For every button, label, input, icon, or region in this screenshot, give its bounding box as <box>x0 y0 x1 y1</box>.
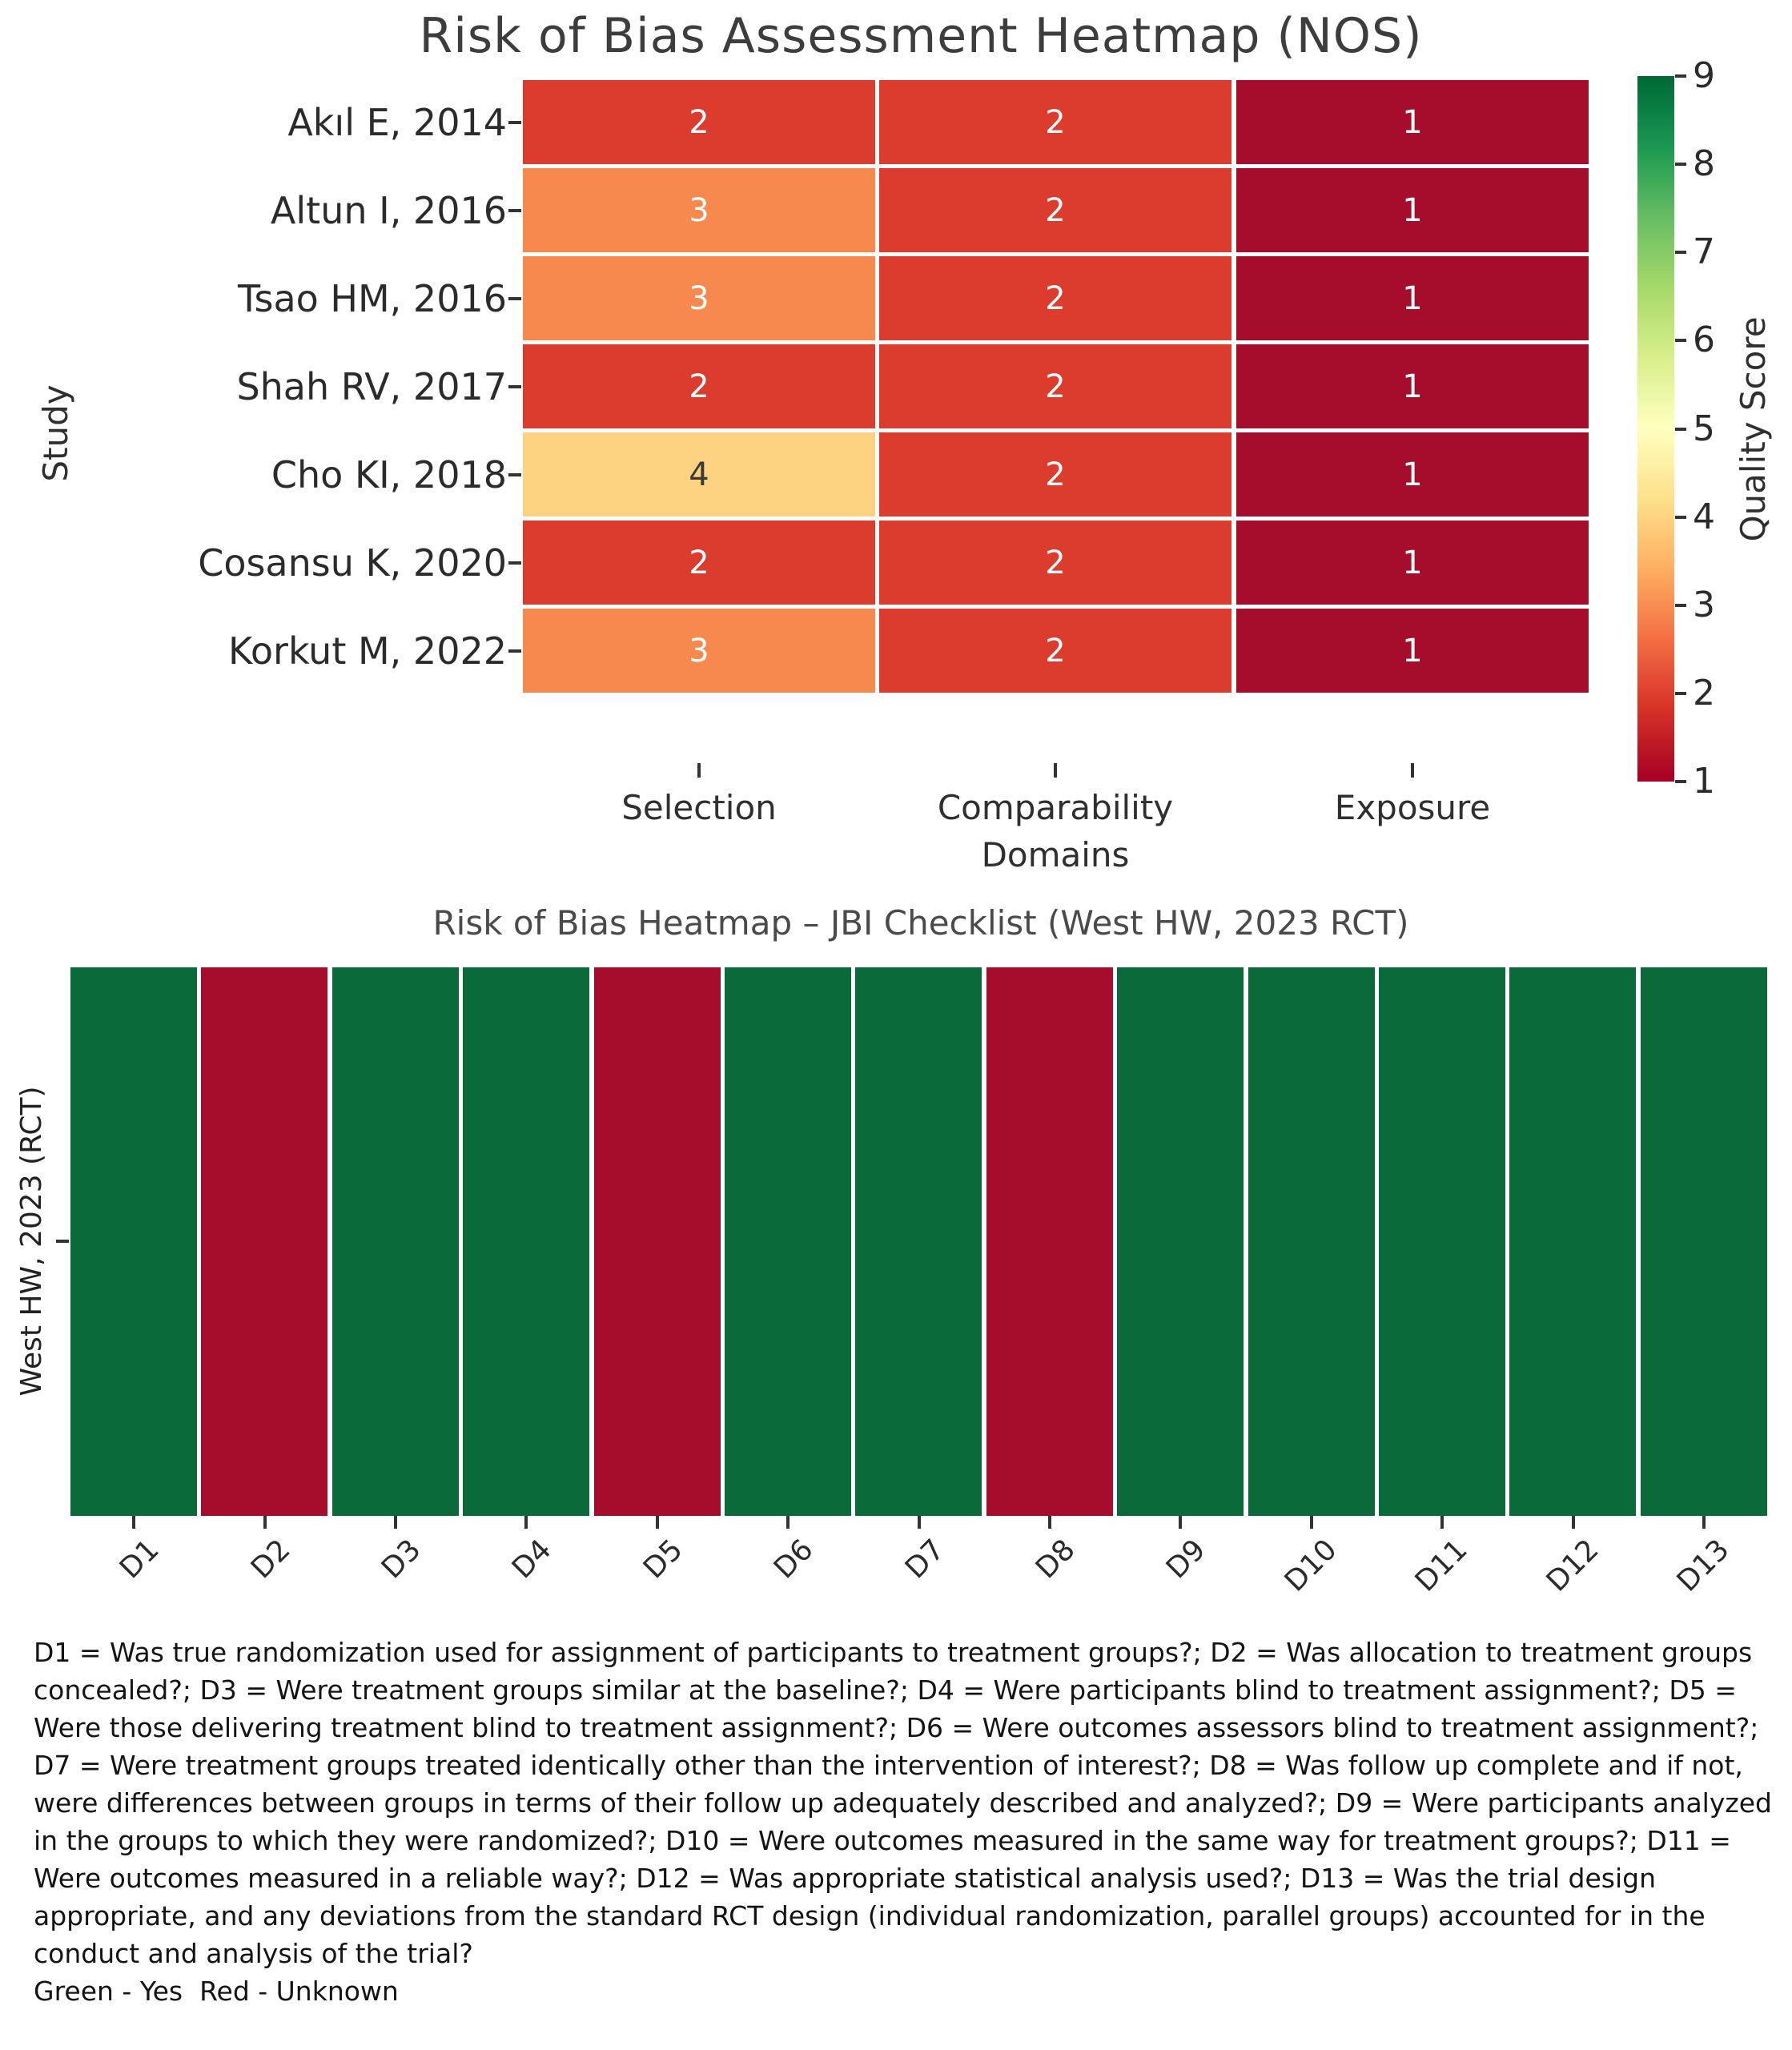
jbi-heatmap-cell <box>332 967 459 1516</box>
nos-x-axis-label: Domains <box>981 835 1130 874</box>
nos-heatmap-cell: 2 <box>879 80 1231 164</box>
domain-definitions-text: D1 = Was true randomization used for assignment of participants to treatment groups?; D2 = Was allocation to treatment groups concealed?; D3 = Were treatment groups similar at the baseline?; D4 = Were participants blind to treatment assignment?; D5 = Were those delivering treatment blind to treatment assignment?; D6 = Were outcomes assessors blind to treatment assignment?; D7 = Were treatment groups treated identically other than the intervention of interest?; D8 = Was follow up complete and if not, were differences between groups in terms of their follow up adequately described and analyzed?; D9 = Were participants analyzed in the groups to which they were randomized?; D10 = Were outcomes measured in the same way for treatment groups?; D11 = Were outcomes measured in a reliable way?; D12 = Was appropriate statistical analysis used?; D13 = Was the trial design appropriate, and any deviations from the standard RCT design (individual randomization, parallel groups) accounted for in the conduct and analysis of the trial? <box>34 1637 1772 1969</box>
nos-heatmap-cell: 1 <box>1236 609 1589 693</box>
jbi-column-label: D6 <box>767 1533 820 1586</box>
nos-x-tick <box>697 763 701 778</box>
jbi-x-tick <box>394 1516 397 1529</box>
nos-y-tick <box>508 209 521 212</box>
jbi-heatmap-cell <box>594 967 721 1516</box>
nos-heatmap-cell: 1 <box>1236 432 1589 517</box>
jbi-x-tick <box>1440 1516 1444 1529</box>
jbi-column-label: D4 <box>505 1533 558 1586</box>
jbi-x-tick <box>1572 1516 1575 1529</box>
colorbar-tick <box>1675 339 1686 342</box>
jbi-x-tick <box>1048 1516 1051 1529</box>
nos-y-tick <box>508 385 521 388</box>
jbi-column-label: D2 <box>244 1533 297 1586</box>
nos-column-label: Exposure <box>1334 788 1491 827</box>
jbi-y-tick <box>56 1240 69 1243</box>
nos-heatmap-cell: 2 <box>879 609 1231 693</box>
jbi-heatmap-cell <box>463 967 589 1516</box>
nos-y-tick <box>508 649 521 653</box>
colorbar-tick <box>1675 692 1686 695</box>
colorbar-tick-label: 9 <box>1693 55 1715 96</box>
colorbar-tick-label: 6 <box>1693 320 1715 360</box>
jbi-heatmap-cell <box>1509 967 1636 1516</box>
colorbar-tick <box>1675 516 1686 519</box>
nos-heatmap-cell: 2 <box>879 521 1231 605</box>
nos-row-label: Altun I, 2016 <box>270 189 507 232</box>
nos-y-tick <box>508 121 521 124</box>
nos-heatmap-cell: 2 <box>879 256 1231 340</box>
jbi-column-label: D11 <box>1408 1533 1474 1598</box>
footnote-block <box>34 1634 1775 2010</box>
jbi-column-label: D10 <box>1278 1533 1344 1598</box>
jbi-x-tick <box>263 1516 267 1529</box>
colorbar-tick-label: 5 <box>1693 408 1715 449</box>
jbi-y-axis-label: West HW, 2023 (RCT) <box>15 1086 48 1397</box>
jbi-heatmap-cell <box>1117 967 1244 1516</box>
nos-chart-title: Risk of Bias Assessment Heatmap (NOS) <box>419 8 1423 64</box>
nos-heatmap-cell: 2 <box>879 432 1231 517</box>
nos-y-tick <box>508 561 521 565</box>
jbi-column-label: D5 <box>637 1533 689 1586</box>
jbi-heatmap-cell <box>201 967 327 1516</box>
jbi-x-tick <box>1702 1516 1706 1529</box>
jbi-heatmap-cell <box>855 967 982 1516</box>
jbi-column-label: D1 <box>113 1533 166 1586</box>
nos-y-tick <box>508 297 521 300</box>
jbi-x-tick <box>656 1516 659 1529</box>
colorbar-tick-label: 2 <box>1693 673 1715 713</box>
jbi-x-tick <box>524 1516 528 1529</box>
nos-heatmap-cell: 1 <box>1236 521 1589 605</box>
nos-heatmap-cell: 1 <box>1236 256 1589 340</box>
nos-row-label: Cho KI, 2018 <box>271 453 507 496</box>
color-legend-text: Green - Yes Red - Unknown <box>34 1976 399 2007</box>
jbi-heatmap-cell <box>986 967 1113 1516</box>
nos-row-label: Cosansu K, 2020 <box>198 541 507 585</box>
nos-y-axis-label: Study <box>36 384 75 482</box>
jbi-heatmap-cell <box>70 967 197 1516</box>
nos-heatmap-cell: 2 <box>879 168 1231 252</box>
jbi-chart-title: Risk of Bias Heatmap – JBI Checklist (West HW, 2023 RCT) <box>432 903 1409 943</box>
nos-row-label: Tsao HM, 2016 <box>238 277 507 320</box>
nos-heatmap-cell: 2 <box>523 80 875 164</box>
jbi-x-tick <box>1179 1516 1182 1529</box>
colorbar-tick <box>1675 163 1686 166</box>
nos-heatmap-cell: 1 <box>1236 80 1589 164</box>
colorbar-tick-label: 7 <box>1693 231 1715 272</box>
colorbar-tick-label: 3 <box>1693 585 1715 625</box>
colorbar-tick <box>1675 604 1686 607</box>
nos-heatmap-cell: 2 <box>879 344 1231 428</box>
jbi-column-label: D12 <box>1540 1533 1605 1598</box>
nos-heatmap-cell: 3 <box>523 609 875 693</box>
jbi-column-label: D7 <box>898 1533 951 1586</box>
colorbar-axis-label: Quality Score <box>1734 316 1773 542</box>
jbi-x-tick <box>1310 1516 1313 1529</box>
nos-heatmap-cell: 2 <box>523 521 875 605</box>
jbi-heatmap-cell <box>1248 967 1375 1516</box>
colorbar-tick <box>1675 251 1686 254</box>
nos-y-tick <box>508 473 521 476</box>
jbi-column-label: D9 <box>1159 1533 1212 1586</box>
nos-heatmap-cell: 2 <box>523 344 875 428</box>
nos-x-tick <box>1054 763 1057 778</box>
jbi-column-label: D8 <box>1029 1533 1082 1586</box>
nos-column-label: Selection <box>621 788 777 827</box>
nos-column-label: Comparability <box>937 788 1174 827</box>
colorbar-tick <box>1675 780 1686 783</box>
jbi-heatmap-cell <box>1379 967 1505 1516</box>
nos-heatmap-cell: 1 <box>1236 344 1589 428</box>
jbi-heatmap-cell <box>1641 967 1767 1516</box>
colorbar-tick <box>1675 74 1686 78</box>
colorbar-tick-label: 1 <box>1693 761 1715 802</box>
nos-heatmap-cell: 3 <box>523 168 875 252</box>
colorbar-tick <box>1675 428 1686 431</box>
nos-row-label: Shah RV, 2017 <box>236 365 507 408</box>
quality-score-colorbar <box>1637 76 1674 782</box>
colorbar-tick-label: 4 <box>1693 496 1715 537</box>
nos-row-label: Akıl E, 2014 <box>287 101 507 144</box>
jbi-column-label: D13 <box>1670 1533 1736 1598</box>
jbi-x-tick <box>786 1516 790 1529</box>
jbi-x-tick <box>918 1516 921 1529</box>
nos-row-label: Korkut M, 2022 <box>228 629 507 673</box>
colorbar-tick-label: 8 <box>1693 143 1715 184</box>
nos-heatmap-cell: 1 <box>1236 168 1589 252</box>
nos-x-tick <box>1411 763 1414 778</box>
nos-heatmap-cell: 4 <box>523 432 875 517</box>
jbi-column-label: D3 <box>375 1533 428 1586</box>
nos-heatmap-cell: 3 <box>523 256 875 340</box>
jbi-heatmap-cell <box>725 967 851 1516</box>
jbi-x-tick <box>132 1516 135 1529</box>
